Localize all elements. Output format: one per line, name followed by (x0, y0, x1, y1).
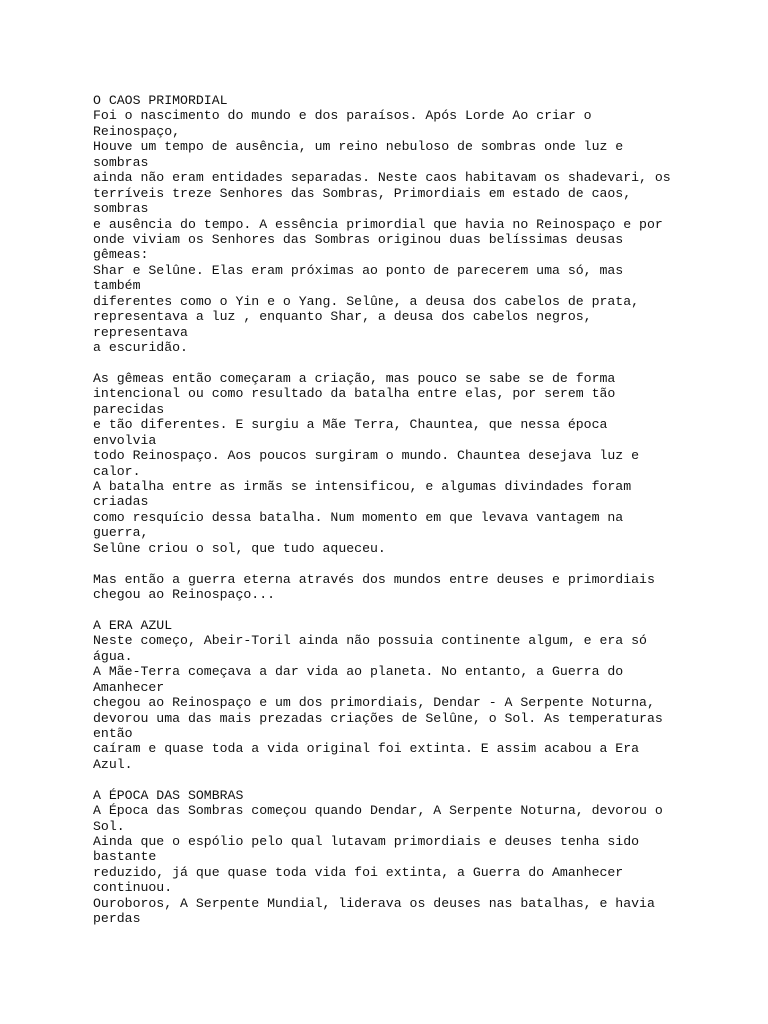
text-line: gêmeas: (93, 247, 149, 263)
document-page (93, 93, 763, 927)
section-heading-caos-primordial: O CAOS PRIMORDIAL (93, 93, 228, 108)
text-line: perdas (93, 911, 141, 927)
text-line: calor. (93, 463, 141, 479)
text-line: Neste começo, Abeir-Toril ainda não possuia continente algum, e era só (93, 633, 647, 649)
text-line: A Mãe-Terra começava a dar vida ao planeta. No entanto, a Guerra do (93, 664, 624, 680)
text-line: guerra, (93, 525, 149, 541)
text-line: parecidas (93, 401, 165, 417)
text-line: A Época das Sombras começou quando Dendar, A Serpente Noturna, devorou o (93, 803, 663, 819)
paragraph-spacer (93, 772, 763, 787)
text-line: caíram e quase toda a vida original foi extinta. E assim acabou a Era (93, 741, 640, 757)
text-line: a escuridão. (93, 340, 188, 355)
text-line: água. (93, 648, 133, 664)
text-line: também (93, 278, 141, 294)
text-line: e ausência do tempo. A essência primordial que havia no Reinospaço e por (93, 216, 663, 232)
text-line: As gêmeas então começaram a criação, mas pouco se sabe se de forma (93, 370, 616, 386)
text-line: Sol. (93, 818, 125, 834)
paragraph-spacer (93, 556, 763, 571)
text-line: Azul. (93, 756, 133, 772)
text-line: Foi o nascimento do mundo e dos paraísos. Após Lorde Ao criar o (93, 108, 592, 124)
text-line: continuou. (93, 880, 173, 896)
text-line: chegou ao Reinospaço... (93, 587, 276, 602)
text-line: criadas (93, 494, 149, 510)
paragraph-spacer (93, 355, 763, 370)
text-line: Reinospaço, (93, 123, 181, 139)
text-line: onde viviam os Senhores das Sombras originou duas belíssimas deusas (93, 231, 624, 247)
text-line: e tão diferentes. E surgiu a Mãe Terra, Chauntea, que nessa época (93, 417, 608, 433)
text-line: Ainda que o espólio pelo qual lutavam primordiais e deuses tenha sido (93, 834, 640, 849)
text-line: então (93, 725, 133, 741)
text-line: representava (93, 324, 188, 340)
text-line: ainda não eram entidades separadas. Neste caos habitavam os shadevari, os (93, 170, 671, 186)
text-line: diferentes como o Yin e o Yang. Selûne, a deusa dos cabelos de prata, (93, 293, 640, 309)
text-line: representava a luz , enquanto Shar, a deusa dos cabelos negros, (93, 309, 592, 325)
paragraph-spacer (93, 602, 763, 617)
text-line: Shar e Selûne. Elas eram próximas ao ponto de parecerem uma só, mas (93, 262, 624, 278)
text-line: reduzido, já que quase toda vida foi extinta, a Guerra do Amanhecer (93, 864, 624, 880)
text-line: Ouroboros, A Serpente Mundial, liderava os deuses nas batalhas, e havia (93, 895, 655, 911)
section-heading-era-azul: A ERA AZUL (93, 617, 173, 633)
text-line: Selûne criou o sol, que tudo aqueceu. (93, 540, 386, 556)
text-line: todo Reinospaço. Aos poucos surgiram o mundo. Chauntea desejava luz e (93, 448, 640, 464)
text-line: envolvia (93, 432, 157, 448)
text-line: bastante (93, 849, 157, 865)
text-line: sombras (93, 154, 149, 170)
text-line: sombras (93, 201, 149, 217)
text-line: A batalha entre as irmãs se intensificou, e algumas divindades foram (93, 478, 632, 494)
text-line: intencional ou como resultado da batalha entre elas, por serem tão (93, 386, 616, 402)
text-line: Mas então a guerra eterna através dos mundos entre deuses e primordiais (93, 571, 655, 587)
text-line: como resquício dessa batalha. Num momento em que levava vantagem na (93, 509, 624, 525)
text-line: Houve um tempo de ausência, um reino nebuloso de sombras onde luz e (93, 139, 624, 155)
section-heading-epoca-das-sombras: A ÉPOCA DAS SOMBRAS (93, 787, 244, 803)
text-line: Amanhecer (93, 679, 165, 695)
text-line: devorou uma das mais prezadas criações de Selûne, o Sol. As temperaturas (93, 710, 663, 726)
text-line: chegou ao Reinospaço e um dos primordiais, Dendar - A Serpente Noturna, (93, 695, 655, 711)
text-line: terríveis treze Senhores das Sombras, Primordiais em estado de caos, (93, 185, 632, 201)
